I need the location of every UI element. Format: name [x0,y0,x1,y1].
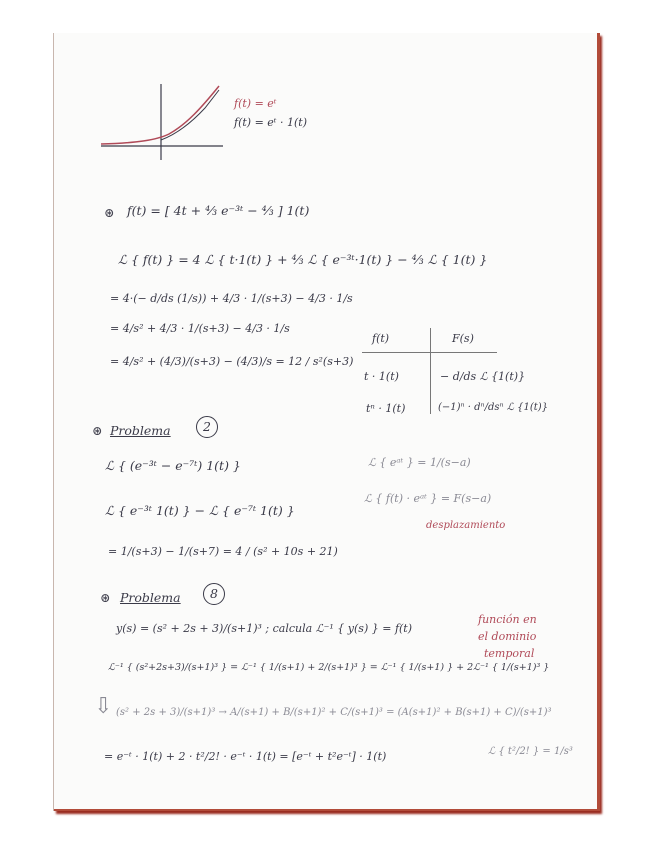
table-row2-F: (−1)ⁿ · dⁿ/dsⁿ ℒ {1(t)} [438,402,549,413]
problem2-note-1: ℒ { eᵃᵗ } = 1/(s−a) [368,456,471,469]
table-row2-f: tⁿ · 1(t) [366,402,406,415]
problem8-number: 8 [203,583,225,605]
problem2-line-2: ℒ { e⁻³ᵗ 1(t) } − ℒ { e⁻⁷ᵗ 1(t) } [105,503,295,518]
problem8-line-1: y(s) = (s² + 2s + 3)/(s+1)³ ; calcula ℒ⁻¹ { y(s) } = f(t) [116,622,413,635]
problem2-line-3: = 1/(s+3) − 1/(s+7) = 4 / (s² + 10s + 21) [108,545,338,558]
table-header-f: f(t) [372,332,390,345]
exponential-graph [97,82,227,162]
problem8-line-3: (s² + 2s + 3)/(s+1)³ → A/(s+1) + B/(s+1)² + C/(s+1)³ = (A(s+1)² + B(s+1) + C)/(s+1)³ [116,707,552,718]
down-arrow-icon: ⇩ [94,694,113,719]
problem8-bullet: ⊛ [100,590,111,605]
example-line-4: = 4/s² + (4/3)/(s+3) − (4/3)/s = 12 / s²(s+3) [110,355,354,368]
problem2-title: Problema [110,423,171,438]
graph-label-exp: f(t) = eᵗ [234,97,277,110]
problem8-line-4: = e⁻ᵗ · 1(t) + 2 · t²/2! · e⁻ᵗ · 1(t) = [e⁻ᵗ + t²e⁻ᵗ] · 1(t) [104,750,387,763]
graph-label-step: f(t) = eᵗ · 1(t) [234,116,307,129]
problem2-line-1: ℒ { (e⁻³ᵗ − e⁻⁷ᵗ) 1(t) } [105,458,241,473]
example-line-2: = 4·(− d/ds (1/s)) + 4/3 · 1/(s+3) − 4/3 · 1/s [110,292,353,305]
table-header-F: F(s) [452,332,474,345]
problem2-note-2: ℒ { f(t) · eᵃᵗ } = F(s−a) [364,492,492,505]
problem8-side-1: función en [478,613,537,626]
example-definition: f(t) = [ 4t + ⁴⁄₃ e⁻³ᵗ − ⁴⁄₃ ] 1(t) [127,203,310,218]
problem8-title: Problema [120,590,181,605]
problem8-side-3: temporal [484,647,535,660]
example-line-1: ℒ { f(t) } = 4 ℒ { t·1(t) } + ⁴⁄₃ ℒ { e⁻³ᵗ·1(t) } − ⁴⁄₃ ℒ { 1(t) } [118,252,488,267]
problem8-side-2: el dominio [478,630,537,643]
problem8-line-2: ℒ⁻¹ { (s²+2s+3)/(s+1)³ } = ℒ⁻¹ { 1/(s+1) + 2/(s+1)³ } = ℒ⁻¹ { 1/(s+1) } + 2ℒ⁻¹ { 1/(s+1)³ } [108,662,550,673]
table-vertical-line [430,328,431,414]
problem2-number: 2 [196,416,218,438]
exp-curve [101,86,219,144]
problem2-note-3: desplazamiento [426,520,506,531]
example-line-3: = 4/s² + 4/3 · 1/(s+3) − 4/3 · 1/s [110,322,290,335]
problem8-side-4: ℒ { t²/2! } = 1/s³ [488,746,573,757]
table-row1-f: t · 1(t) [364,370,399,383]
problem2-bullet: ⊛ [92,423,103,438]
example-bullet: ⊛ [104,205,115,220]
table-horizontal-line [362,352,497,353]
table-row1-F: − d/ds ℒ {1(t)} [440,370,526,383]
